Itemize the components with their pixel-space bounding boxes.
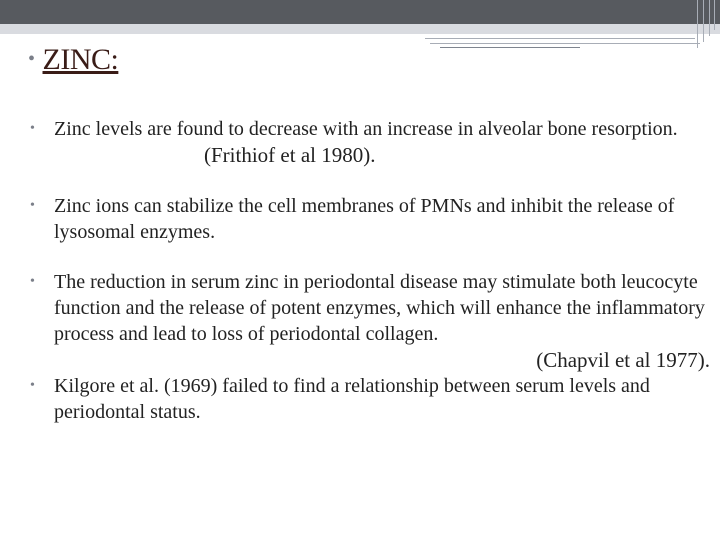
list-item [30, 269, 710, 373]
bullet-icon: • [28, 48, 35, 70]
citation: (Chapvil et al 1977). [536, 348, 710, 372]
list-item [30, 193, 710, 245]
bullet-icon: • [30, 121, 35, 136]
slide-title-text: ZINC: [42, 43, 119, 76]
decorative-line [425, 38, 695, 39]
decorative-line [430, 43, 700, 44]
decorative-vertical-line [714, 0, 715, 30]
decorative-line [440, 47, 580, 48]
citation: (Frithiof et al 1980). [204, 143, 376, 167]
item-text: Zinc ions can stabilize the cell membranes of PMNs and inhibit the release of lysosomal enzymes. [54, 195, 675, 243]
decorative-vertical-line [709, 0, 710, 36]
slide-content [30, 116, 710, 449]
slide-title [28, 43, 118, 77]
item-text: The reduction in serum zinc in periodontal disease may stimulate both leucocyte function and the release of potent enzymes, which will enhance the inflammatory process and lead to loss of periodontal collagen. [54, 271, 705, 345]
list-item [30, 116, 710, 169]
decorative-vertical-line [703, 0, 704, 42]
bullet-icon: • [30, 378, 35, 393]
header-bar [0, 0, 720, 24]
header-strip [0, 24, 720, 34]
bullet-icon: • [30, 274, 35, 289]
item-text: Kilgore et al. (1969) failed to find a relationship between serum levels and periodontal status. [54, 375, 650, 423]
bullet-icon: • [30, 198, 35, 213]
item-text: Zinc levels are found to decrease with an increase in alveolar bone resorption. [54, 118, 678, 140]
list-item [30, 373, 710, 425]
decorative-vertical-line [697, 0, 698, 48]
